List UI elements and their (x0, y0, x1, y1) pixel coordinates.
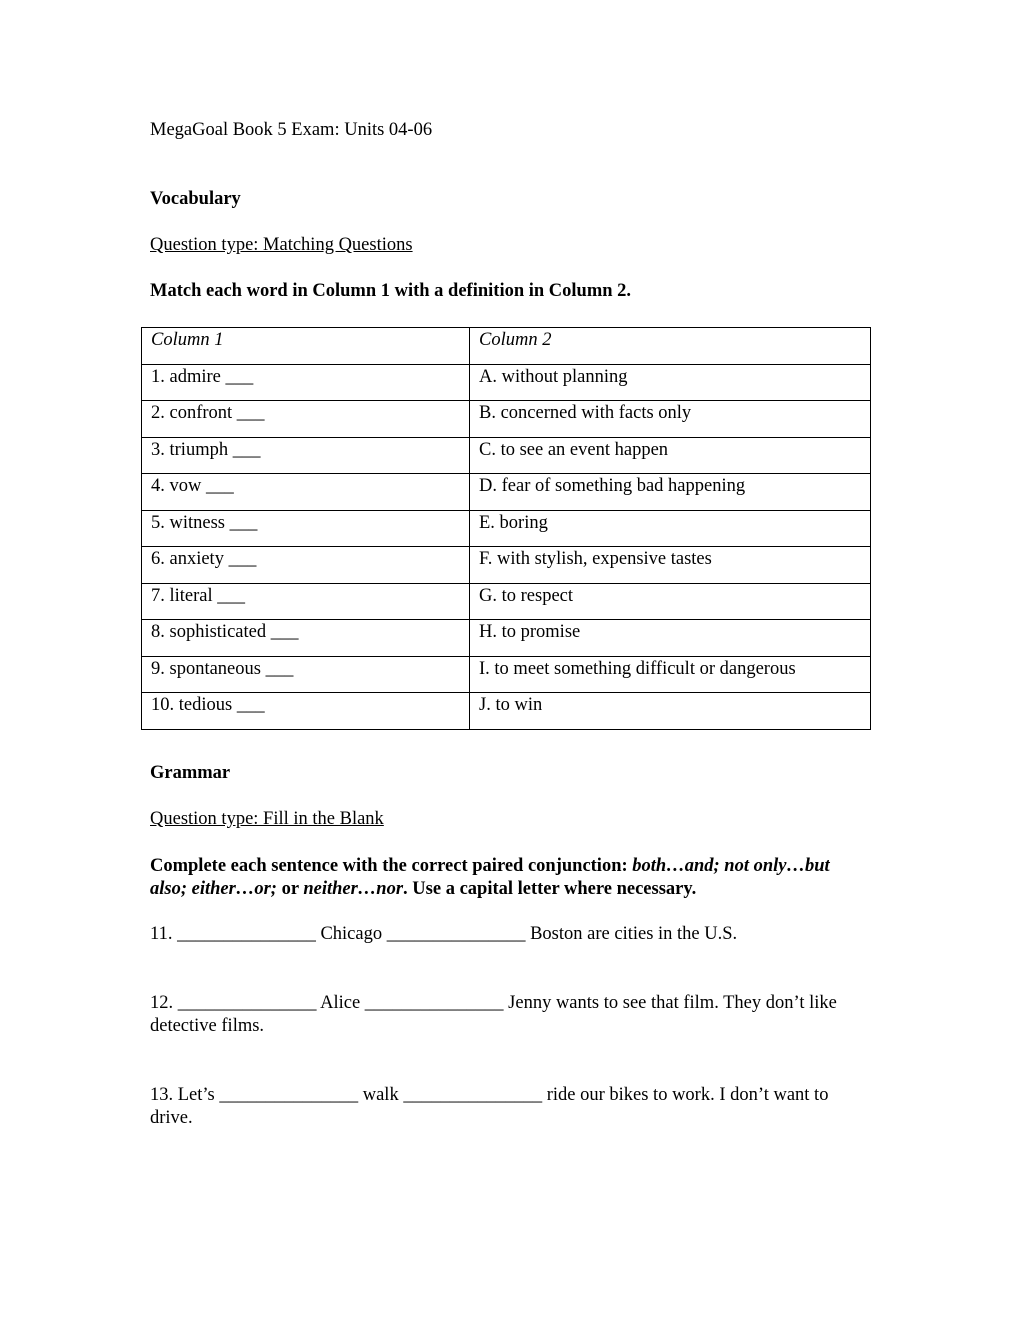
vocab-word: 7. literal ___ (142, 583, 470, 620)
instruction-text: Complete each sentence with the correct paired conjunction: (150, 856, 633, 876)
vocabulary-question-type: Question type: Matching Questions (150, 235, 413, 255)
vocab-word: 10. tedious ___ (142, 693, 470, 730)
definition: B. concerned with facts only (470, 401, 871, 438)
vocab-word: 9. spontaneous ___ (142, 656, 470, 693)
table-header-row (142, 328, 871, 365)
table-row (142, 547, 871, 584)
vocab-word: 1. admire ___ (142, 364, 470, 401)
instruction-text: . Use a capital letter where necessary. (403, 879, 697, 899)
grammar-question-type: Question type: Fill in the Blank (150, 809, 384, 829)
question-13: 13. Let’s _______________ walk _______________ ride our bikes to work. I don’t want to drive. (150, 1085, 829, 1128)
vocab-word: 2. confront ___ (142, 401, 470, 438)
document-title: MegaGoal Book 5 Exam: Units 04-06 (150, 120, 433, 140)
vocab-word: 8. sophisticated ___ (142, 620, 470, 657)
definition: A. without planning (470, 364, 871, 401)
definition: E. boring (470, 510, 871, 547)
conjunctions-list: both…and; not only…but also; either…or; (150, 856, 830, 899)
grammar-heading: Grammar (150, 763, 231, 783)
table-row (142, 693, 871, 730)
column-1-header: Column 1 (142, 328, 470, 365)
table-row (142, 364, 871, 401)
vocab-word: 6. anxiety ___ (142, 547, 470, 584)
definition: D. fear of something bad happening (470, 474, 871, 511)
vocab-word: 3. triumph ___ (142, 437, 470, 474)
table-row (142, 401, 871, 438)
table-row (142, 510, 871, 547)
table-row (142, 474, 871, 511)
vocabulary-instruction: Match each word in Column 1 with a definition in Column 2. (150, 281, 632, 301)
conjunction-neither-nor: neither…nor (303, 879, 404, 899)
definition: F. with stylish, expensive tastes (470, 547, 871, 584)
definition: C. to see an event happen (470, 437, 871, 474)
vocab-word: 4. vow ___ (142, 474, 470, 511)
matching-table (141, 327, 871, 730)
question-11: 11. _______________ Chicago _______________ Boston are cities in the U.S. (150, 924, 738, 944)
definition: I. to meet something difficult or dangerous (470, 656, 871, 693)
instruction-text: or (276, 879, 304, 899)
vocab-word: 5. witness ___ (142, 510, 470, 547)
vocabulary-heading: Vocabulary (150, 189, 241, 209)
question-12: 12. _______________ Alice _______________ Jenny wants to see that film. They don’t like detective films. (150, 993, 837, 1036)
table-row (142, 620, 871, 657)
column-2-header: Column 2 (470, 328, 871, 365)
grammar-instruction (150, 855, 870, 901)
definition: H. to promise (470, 620, 871, 657)
table-row (142, 437, 871, 474)
table-row (142, 656, 871, 693)
definition: G. to respect (470, 583, 871, 620)
table-row (142, 583, 871, 620)
definition: J. to win (470, 693, 871, 730)
